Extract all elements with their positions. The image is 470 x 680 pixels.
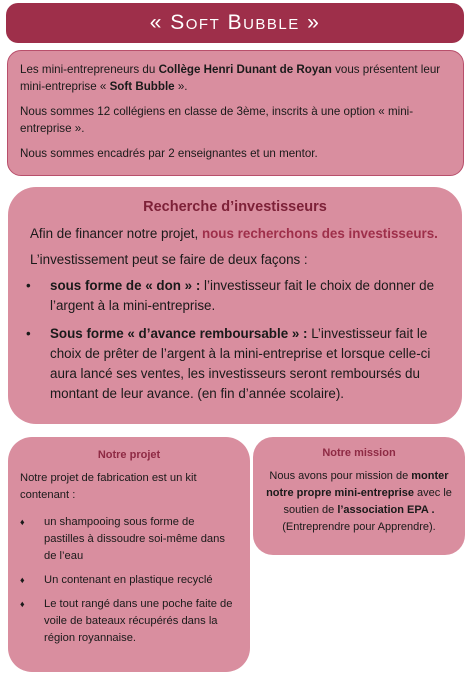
- projet-list: [20, 514, 238, 647]
- diamond-bullet-icon: ♦: [20, 517, 25, 527]
- projet-heading: Notre projet: [97, 449, 161, 461]
- association-name: l’association EPA .: [337, 504, 435, 516]
- mission-heading: Notre mission: [322, 447, 396, 459]
- mission-text: [263, 468, 455, 536]
- investors-box: [8, 187, 462, 424]
- intro-paragraph-3: Nous sommes encadrés par 2 enseignantes et un mentor.: [20, 147, 318, 160]
- diamond-bullet-icon: ♦: [20, 575, 25, 585]
- mission-bold: monter notre propre mini-entreprise: [266, 470, 449, 499]
- intro-paragraph-1: [20, 61, 451, 95]
- list-item-text: L’investisseur fait le choix de prêter de l’argent à la mini-entreprise et lorsque celle-ci aura lancé ses ventes, les investisseurs seront remboursés du montant de leur avance. (en fin d’année scolaire).: [50, 326, 431, 401]
- investors-heading: Recherche d’investisseurs: [143, 199, 327, 215]
- investors-paragraph-2: L’investissement peut se faire de deux façons :: [30, 252, 308, 267]
- list-item-bold: sous forme de « don » :: [50, 278, 201, 293]
- page-title: « Soft Bubble »: [6, 3, 464, 43]
- intro-text: vous présentent leur mini-entreprise «: [20, 63, 441, 93]
- school-name: Collège Henri Dunant de Royan: [158, 63, 332, 76]
- mission-box: [253, 437, 465, 555]
- intro-text: ».: [174, 80, 188, 93]
- list-item: [20, 596, 238, 647]
- investors-list: [24, 276, 446, 404]
- intro-paragraph-2: Nous sommes 12 collégiens en classe de 3ème, inscrits à une option « mini-entreprise ».: [20, 105, 414, 135]
- projet-box: [8, 437, 250, 672]
- projet-intro: Notre projet de fabrication est un kit contenant :: [20, 472, 197, 501]
- company-name: Soft Bubble: [109, 80, 175, 93]
- list-item: [20, 514, 238, 565]
- list-item: [24, 324, 446, 404]
- list-item-text: Un contenant en plastique recyclé: [44, 574, 213, 586]
- mission-text-part: Nous avons pour mission de: [269, 470, 412, 482]
- list-item: [20, 572, 238, 589]
- list-item-text: Le tout rangé dans une poche faite de voile de bateaux récupérés dans la région royannaise.: [44, 598, 233, 644]
- list-item-bold: Sous forme « d’avance remboursable » :: [50, 326, 308, 341]
- list-item: [24, 276, 446, 316]
- investors-text: Afin de financer notre projet,: [30, 226, 202, 241]
- intro-box: [7, 50, 464, 176]
- intro-text: Les mini-entrepreneurs du: [20, 63, 159, 76]
- investors-highlight: nous recherchons des investisseurs.: [201, 226, 438, 241]
- diamond-bullet-icon: ♦: [20, 599, 25, 609]
- list-item-text: un shampooing sous forme de pastilles à dissoudre soi-même dans de l’eau: [44, 516, 225, 562]
- list-item-text: l’investisseur fait le choix de donner de l’argent à la mini-entreprise.: [50, 278, 435, 313]
- bullet-icon: •: [26, 278, 31, 293]
- mission-text-part: avec le soutien de: [283, 487, 452, 516]
- mission-text-part: (Entreprendre pour Apprendre).: [282, 521, 436, 533]
- bullet-icon: •: [26, 326, 31, 341]
- investors-paragraph-1: [30, 224, 446, 244]
